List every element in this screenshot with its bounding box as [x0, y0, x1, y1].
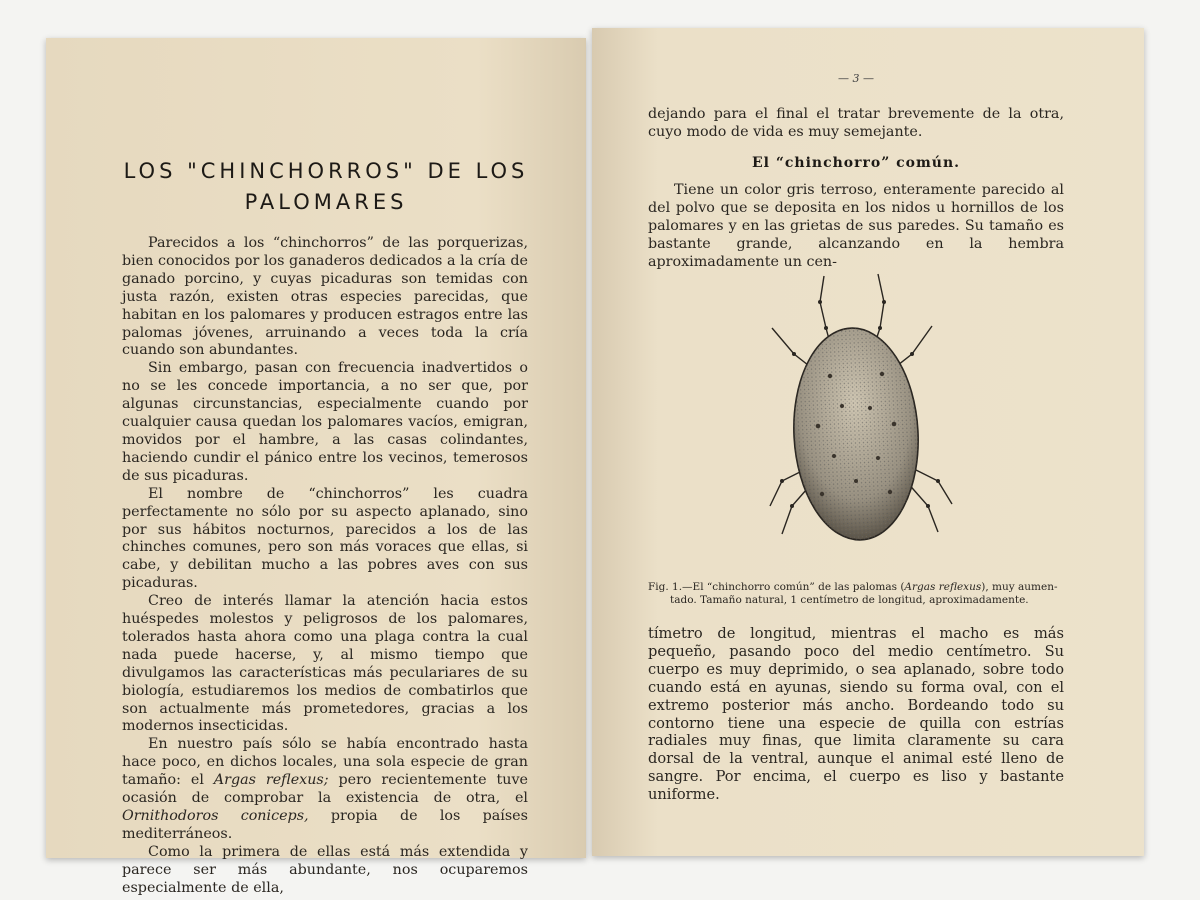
continuation-paragraph: dejando para el final el tratar brevemente de la otra, cuyo modo de vida es muy semejante. [648, 106, 1064, 140]
paragraph-5-part-a: En nuestro país sólo se había encontrado hasta hace poco, en dichos locales, una sola especie de gran tamaño: el [122, 736, 528, 789]
caption-species: Argas reflexus [904, 581, 982, 593]
paragraph-5-part-c: propia de los países mediterráneos. [122, 808, 528, 842]
paragraph-4: Creo de interés llamar la atención hacia estos huéspedes molestos y peligrosos de los palomares, tolerados hasta ahora como una plaga contra la cual nada puede hacerse, y, al mismo tiempo que divulgamos las características más peculariares de su biología, estudiaremos los medios de combatirlos que son actualmente más prometedores, gracias a los modernos insecticidas. [122, 593, 528, 735]
species-argas: Argas reflexus; [213, 772, 329, 789]
right-mid-text [648, 182, 1064, 272]
bottom-paragraph: tímetro de longitud, mientras el macho es más pequeño, pasando poco del medio centímetro. Su cuerpo es muy deprimido, o sea aplanado, sobre todo cuando está en ayunas, siendo su forma oval, con el extremo posterior más ancho. Bordeando todo su contorno tiene una especie de quilla con estrías radiales muy finas, que limita claramente su cara dorsal de la ventral, aunque el animal esté lleno de sangre. Por encima, el cuerpo es liso y bastante uniforme. [648, 625, 1064, 804]
paragraph-2: Sin embargo, pasan con frecuencia inadvertidos o no se les concede importancia, a no ser que, por algunas circunstancias, especialmente cuando por cualquier causa quedan los palomares vacíos, emigran, movidos por el hambre, a las casas colindantes, haciendo cundir el pánico entre los vecinos, temerosos de sus picaduras. [122, 360, 528, 484]
paragraph-5-part-b: pero recientemente tuve ocasión de comprobar la existencia de otra, el [122, 772, 528, 807]
paragraph-3: El nombre de “chinchorros” les cuadra perfectamente no sólo por su aspecto aplanado, sino por sus hábitos nocturnos, parecidos a los de las chinches comunes, pero son más voraces que ellas, si cabe, y debilitan mucho a las pobres aves con sus picaduras. [122, 485, 528, 592]
paragraph-1: Parecidos a los “chinchorros” de las porquerizas, bien conocidos por los ganaderos dedicados a la cría de ganado porcino, y cuyas picaduras son temidas con justa razón, existen otras especies parecidas, que habitan en los palomares y producen estragos entre las palomas jóvenes, arruinando a veces toda la cría cuando son abundantes. [122, 235, 528, 359]
paragraph-6: Como la primera de ellas está más extendida y parece ser más abundante, nos ocuparemos especialmente de ella, [122, 843, 528, 896]
section-heading: El “chinchorro” común. [751, 155, 961, 171]
right-top-text [648, 106, 1064, 142]
figure-caption [648, 581, 1064, 607]
title-line-1: LOS "CHINCHORROS" DE LOS [123, 159, 529, 183]
caption-line-2: tado. Tamaño natural, 1 centímetro de longitud, aproximadamente. [670, 594, 1029, 606]
tick-illustration [742, 266, 982, 566]
page-number: — 3 — [838, 72, 874, 85]
left-body-text [122, 235, 528, 898]
article-title [116, 156, 536, 218]
caption-part-a: Fig. 1.—El “chinchorro común” de las palomas ( [648, 581, 905, 593]
right-bottom-text [648, 625, 1064, 804]
left-page [46, 38, 586, 896]
right-page [592, 28, 1144, 856]
title-line-2: PALOMARES [244, 190, 408, 214]
caption-part-b: ), muy aumen- [981, 581, 1058, 593]
species-ornithodoros: Ornithodoros coniceps, [122, 808, 309, 824]
description-paragraph: Tiene un color gris terroso, enteramente parecido al del polvo que se deposita en los nidos u hornillos de los palomares y en las grietas de sus paredes. Su tamaño es bastante grande, alcanzando en la hembra aproximadamente un cen- [648, 182, 1064, 270]
paragraph-5 [122, 736, 528, 843]
